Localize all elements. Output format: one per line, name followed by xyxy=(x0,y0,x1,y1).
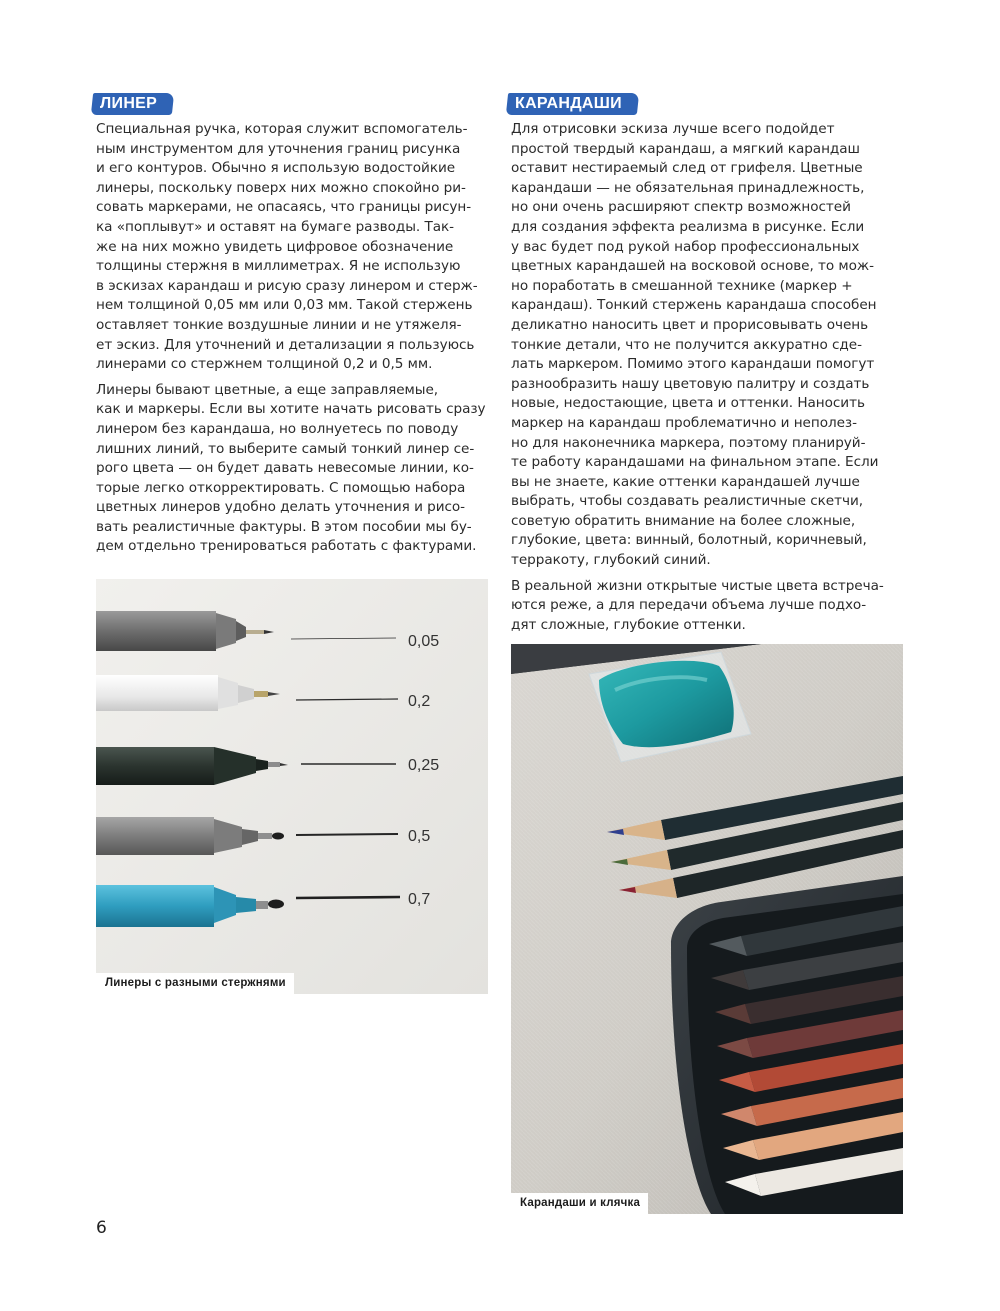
page-number: 6 xyxy=(96,1218,107,1238)
pencils-section xyxy=(511,93,905,641)
liner-label-4: 0,5 xyxy=(408,828,431,845)
pencils-illustration xyxy=(511,644,903,1214)
section-heading-pencils: КАРАНДАШИ xyxy=(511,93,634,115)
pencils-paragraph-1: Для отрисовки эскиза лучше всего подойдет простой твердый карандаш, а мягкий карандаш оставит нестираемый след от грифеля. Цветные карандаши — не обязательная принадлежность, но они очень расширяют спектр возможностей для создания эффекта реализма в рисунке. Если у вас будет под рукой набор профессиональных цветных карандашей на восковой основе, то мож- но поработать в смешанной технике (маркер + карандаш). Тонкий стержень карандаша способен деликатно наносить цвет и прорисовывать очень тонкие детали, что не получится аккуратно сде- лать маркером. Помимо этого карандаши помогут разнообразить нашу цветовую палитру и создать новые, недостающие, цвета и оттенки. Наносить маркер на карандаш проблематично и неполез- но для наконечника маркера, поэтому планируй- те работу карандашами на финальном этапе. Если вы не знаете, какие оттенки карандашей лучше выбрать, чтобы создавать реалистичные скетчи, советую обратить внимание на более сложные, глубокие, цвета: винный, болотный, коричневый, терракоту, глубокий синий. xyxy=(511,121,879,569)
liners-illustration xyxy=(96,579,488,994)
pencils-caption: Карандаши и клячка xyxy=(511,1193,648,1214)
liners-caption: Линеры с разными стержнями xyxy=(96,973,294,994)
liner-section xyxy=(96,93,488,563)
liner-label-3: 0,25 xyxy=(408,757,440,774)
liner-label-5: 0,7 xyxy=(408,891,431,908)
section-heading-liner: ЛИНЕР xyxy=(96,93,169,115)
liner-label-2: 0,2 xyxy=(408,693,431,710)
liners-photo xyxy=(96,579,488,994)
liner-paragraph-2: Линеры бывают цветные, а еще заправляемые, как и маркеры. Если вы хотите начать рисовать сразу линером без карандаша, но волнуетесь по поводу лишних линий, то выберите самый тонкий линер се- рого цвета — он будет давать невесомые линии, ко- торые легко откорректировать. С помощью набора цветных линеров удобно делать уточнения и рисо- вать реалистичные фактуры. В этом пособии мы бу- дем отдельно тренироваться работать с фактурами. xyxy=(96,381,486,555)
liner-label-1: 0,05 xyxy=(408,633,440,650)
pencils-paragraph-2: В реальной жизни открытые чистые цвета встреча- ются реже, а для передачи объема лучше подхо- дят сложные, глубокие оттенки. xyxy=(511,577,884,633)
liner-paragraph-1: Специальная ручка, которая служит вспомогатель- ным инструментом для уточнения границ рисунка и его контуров. Обычно я использую водостойкие линеры, поскольку поверх них можно спокойно ри- совать маркерами, не опасаясь, что границы рисун- ка «поплывут» и оставят на бумаге разводы. Так- же на них можно увидеть цифровое обозначение толщины стержня в миллиметрах. Я не использую в эскизах карандаш и рисую сразу линером и стерж- нем толщиной 0,05 мм или 0,03 мм. Такой стержень оставляет тонкие воздушные линии и не утяжеля- ет эскиз. Для уточнений и детализации я пользуюсь линерами со стержнем толщиной 0,2 и 0,5 мм. xyxy=(96,121,478,373)
pencils-photo xyxy=(511,644,903,1214)
